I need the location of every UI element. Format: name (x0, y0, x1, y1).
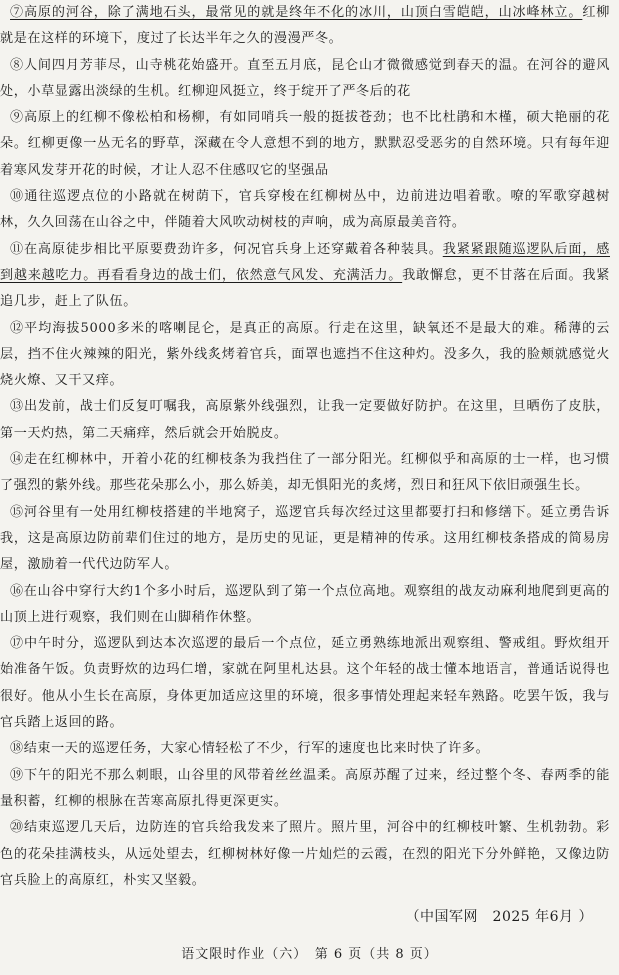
paragraph-text: ⑯在山谷中穿行大约1个多小时后，巡逻队到了第一个点位高地。观察组的战友动麻利地爬到更高的山顶上进行观察，我们则在山脚稍作休整。 (0, 583, 610, 625)
paragraph-text: 红柳就是在这样的环境下，度过了长达半年之久的漫漫严冬。 (0, 5, 610, 47)
paragraph-p18 (0, 736, 612, 762)
paragraph-text: ⑩通往巡逻点位的小路就在树荫下，官兵穿梭在红柳树丛中，边前进边唱着歌。嘹的军歌穿越树林，久久回荡在山谷之中，伴随着大风吹动树枝的声响，成为高原最美音符。 (0, 189, 610, 231)
paragraph-p20 (0, 815, 612, 894)
paragraph-p19 (0, 763, 612, 816)
underlined-sentence: 我紧紧跟随巡逻队后面，感到越来越吃力。再看看身边的战士们，依然意气风发、充满活力。 (0, 241, 610, 283)
paragraph-text: ⑧人间四月芳菲尽，山寺桃花始盛开。直至五月底，昆仑山才微微感觉到春天的温。在河谷的避风处，小草显露出淡绿的生机。红柳迎风挺立，终于绽开了严冬后的花 (0, 57, 610, 99)
paragraph-text: ⑫平均海拔5000多米的喀喇昆仑，是真正的高原。行走在这里，缺氧还不是最大的难。稀薄的云层，挡不住火辣辣的阳光，紫外线炙烤着官兵，面罩也遮挡不住这种灼。没多久，我的脸颊就感觉火烧火燎、又干又痒。 (0, 320, 610, 389)
paragraph-p17 (0, 631, 612, 736)
paragraph-p10 (0, 184, 612, 237)
paragraph-text: ⑳结束巡逻几天后，边防连的官兵给我发来了照片。照片里，河谷中的红柳枝叶繁、生机勃勃。彩色的花朵挂满枝头，从远处望去，红柳树林好像一片灿烂的云霞，在烈的阳光下分外鲜艳，又像边防官兵脸上的高原红，朴实又坚毅。 (0, 820, 610, 888)
paragraph-p13 (0, 394, 612, 447)
paragraph-p14 (0, 447, 612, 500)
paragraph-p12 (0, 316, 612, 395)
paragraph-text: ⑬出发前，战士们反复叮嘱我，高原紫外线强烈，让我一定要做好防护。在这里，旦晒伤了皮肤，第一天灼热，第二天痛痒，然后就会开始脱皮。 (0, 399, 610, 441)
paragraph-text: ⑪在高原徒步相比平原要费劲许多，何况官兵身上还穿戴着各种装具。 (10, 241, 443, 257)
paragraph-text: ⑨高原上的红柳不像松柏和杨柳，有如同哨兵一般的挺拔苍劲；也不比杜鹃和木槿，硕大艳丽的花朵。红柳更像一丛无名的野草，深藏在令人意想不到的地方，默默忍受恶劣的自然环境。只有每年迎着寒风发芽开花的时候，才让人忍不住感叹它的坚强品 (0, 110, 610, 178)
paragraph-text: ⑮河谷里有一处用红柳枝搭建的半地窝子，巡逻官兵每次经过这里都要打扫和修缮下。延立勇告诉我，这是高原边防前辈们住过的地方，是历史的见证，更是精神的传承。这用红柳枝条搭成的简易房屋，激励着一代代边防军人。 (0, 504, 610, 573)
page-footer: 语文限时作业（六） 第 6 页（共 8 页） (181, 947, 438, 962)
paragraph-text: ⑭走在红柳林中，开着小花的红柳枝条为我挡住了一部分阳光。红柳似乎和高原的士一样，也习惯了强烈的紫外线。那些花朵那么小，那么娇美，却无惧阳光的炙烤，烈日和狂风下依旧顽强生长。 (0, 452, 610, 494)
underlined-sentence: ⑦高原的河谷，除了满地石头，最常见的就是终年不化的冰川，山顶白雪皑皑，山冰峰林立。 (10, 5, 583, 20)
paragraph-p9 (0, 105, 612, 184)
paragraph-p7 (0, 0, 612, 53)
paragraph-p11 (0, 237, 612, 316)
paragraph-p15 (0, 500, 612, 579)
article-source: （中国军网 2025 年6月 ） (405, 909, 593, 925)
paragraph-text: 我敢懈怠，更不甘落在后面。我紧追几步，赶上了队伍。 (0, 267, 610, 310)
paragraph-text: ⑲下午的阳光不那么刺眼，山谷里的风带着丝丝温柔。高原苏醒了过来，经过整个冬、春两季的能量积蓄，红柳的根脉在苦寒高原扎得更深更实。 (0, 767, 610, 809)
paragraph-p16 (0, 579, 612, 632)
paragraph-p8 (0, 53, 612, 106)
paragraph-text: ⑱结束一天的巡逻任务，大家心情轻松了不少，行军的速度也比来时快了许多。 (10, 741, 490, 757)
paragraph-text: ⑰中午时分，巡逻队到达本次巡逻的最后一个点位，延立勇熟练地派出观察组、警戒组。野炊组开始准备午饭。负责野炊的边玛仁增，家就在阿里札达县。这个年轻的战士懂本地语言，普通话说得也很好。他从小生长在高原，身体更加适应这里的环境，很多事情处理起来轻车熟路。吃罢午饭，我与官兵踏上返回的路。 (0, 636, 610, 731)
